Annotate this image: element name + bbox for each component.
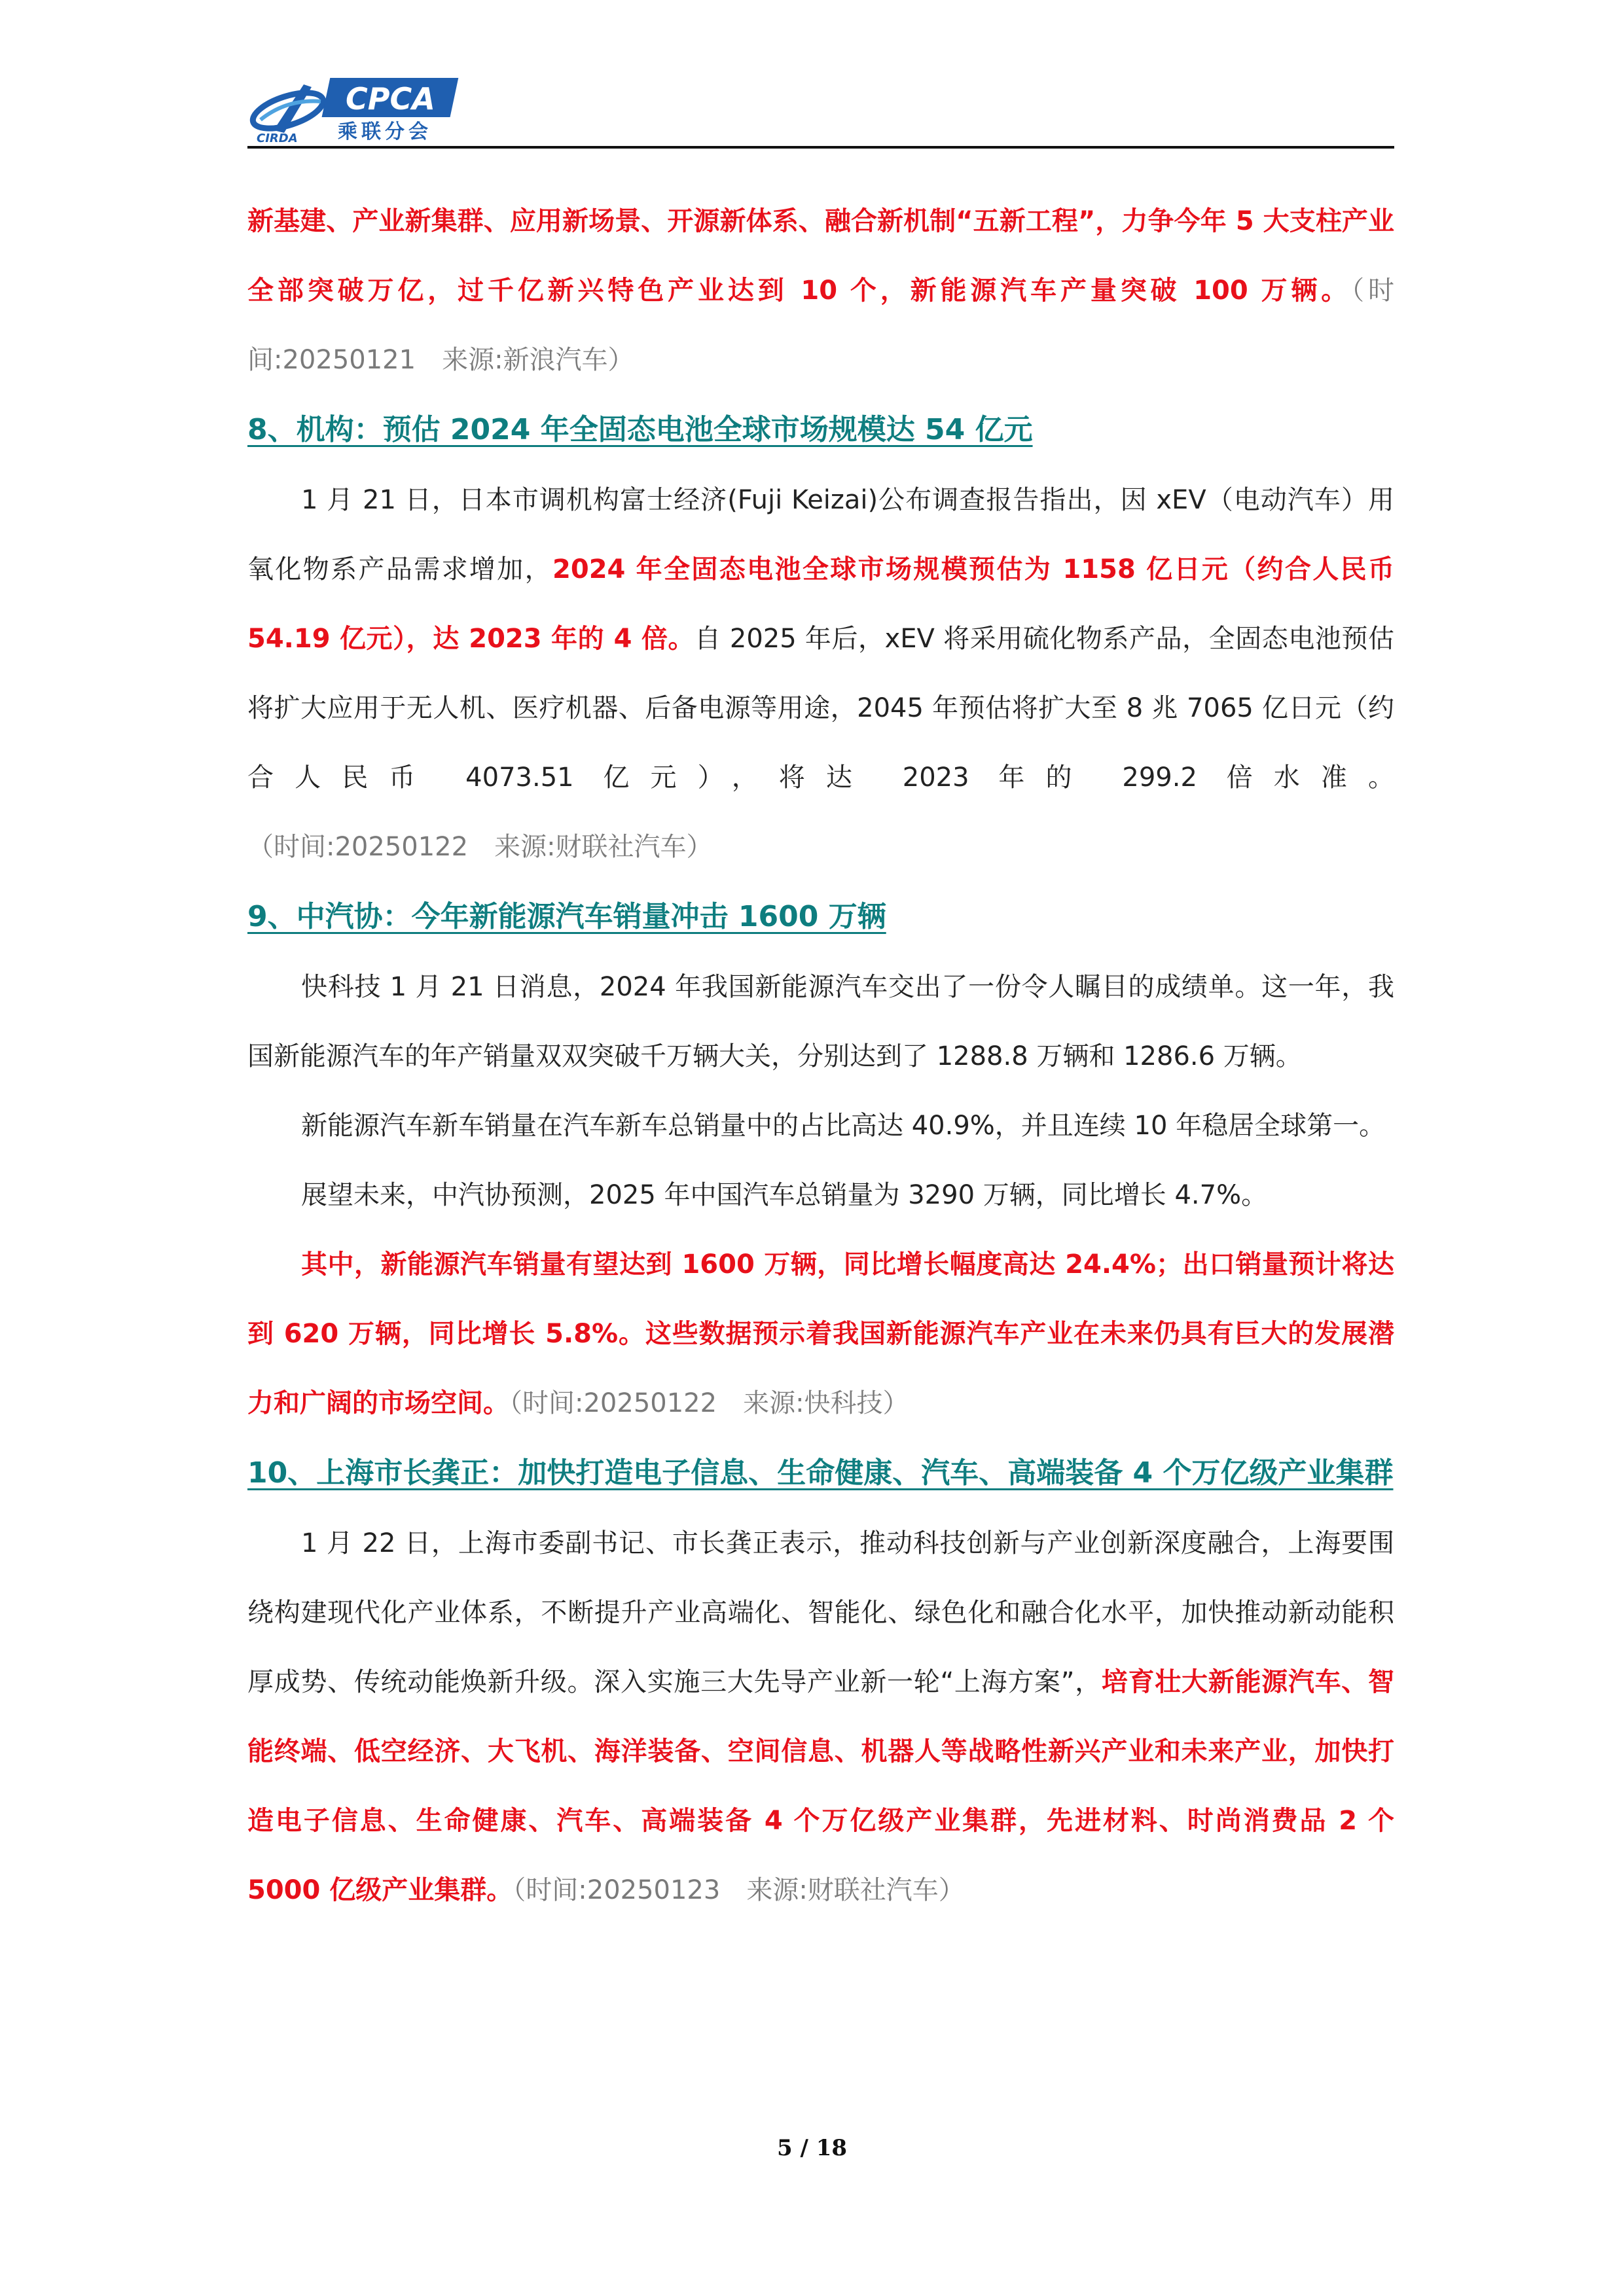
cpca-logo — [247, 73, 483, 145]
section-9-title: 9、中汽协：今年新能源汽车销量冲击 1600 万辆 — [247, 900, 886, 933]
section-8-heading — [247, 395, 1394, 465]
article-body — [247, 187, 1394, 1925]
section-8-source: （时间:20250122 来源:财联社汽车） — [247, 832, 713, 862]
intro-highlight: 新基建、产业新集群、应用新场景、开源新体系、融合新机制“五新工程”，力争今年 5 大支柱产业全部突破万亿，过千亿新兴特色产业达到 10 个，新能源汽车产量突破 100 万辆。 — [247, 206, 1394, 306]
section-9-paragraph-4 — [247, 1230, 1394, 1438]
header-divider — [247, 146, 1394, 149]
section-10-paragraph — [247, 1509, 1394, 1925]
intro-source: （时间:20250121 来源:新浪汽车） — [247, 276, 1394, 375]
section-9-source: （时间:20250122 来源:快科技） — [509, 1388, 909, 1418]
section-8-text-a: 1 月 21 日，日本市调机构富士经济(Fuji Keizai)公布调查报告指出，因 xEV（电动汽车）用氧化物系产品需求增加， — [247, 485, 1394, 584]
page-number: 5 / 18 — [776, 2135, 848, 2161]
section-9-paragraph-2: 新能源汽车新车销量在汽车新车总销量中的占比高达 40.9%，并且连续 10 年稳居全球第一。 — [301, 1111, 1386, 1141]
section-9-paragraph-3: 展望未来，中汽协预测，2025 年中国汽车总销量为 3290 万辆，同比增长 4.7%。 — [301, 1180, 1268, 1210]
section-9-highlight: 其中，新能源汽车销量有望达到 1600 万辆，同比增长幅度高达 24.4%；出口销量预计将达到 620 万辆，同比增长 5.8%。这些数据预示着我国新能源汽车产业在未来仍具有巨大的发展潜力和广阔的市场空间。 — [247, 1249, 1394, 1418]
section-9-heading — [247, 882, 1394, 952]
section-8-highlight: 2024 年全固态电池全球市场规模预估为 1158 亿日元（约合人民币 54.19 亿元），达 2023 年的 4 倍。 — [247, 554, 1395, 654]
logo-cpca-text: CPCA — [346, 81, 435, 117]
intro-paragraph — [247, 187, 1394, 395]
section-10-heading — [247, 1438, 1394, 1509]
page-header — [247, 69, 1394, 147]
section-8-paragraph — [247, 465, 1394, 882]
section-10-text-a: 1 月 22 日，上海市委副书记、市长龚正表示，推动科技创新与产业创新深度融合，上海要围绕构建现代化产业体系，不断提升产业高端化、智能化、绿色化和融合化水平，加快推动新动能积厚成势、传统动能焕新升级。深入实施三大先导产业新一轮“上海方案”， — [247, 1528, 1394, 1697]
section-10-highlight: 培育壮大新能源汽车、智能终端、低空经济、大飞机、海洋装备、空间信息、机器人等战略性新兴产业和未来产业，加快打造电子信息、生命健康、汽车、高端装备 4 个万亿级产业集群，先进材料、时尚消费品 2 个 5000 亿级产业集群。 — [247, 1667, 1394, 1905]
svg-text:CIRDA: CIRDA — [257, 132, 298, 145]
section-8-title: 8、机构：预估 2024 年全固态电池全球市场规模达 54 亿元 — [247, 413, 1033, 446]
logo-subtext: 乘联分会 — [338, 120, 432, 143]
section-10-title: 10、上海市长龚正：加快打造电子信息、生命健康、汽车、高端装备 4 个万亿级产业集群 — [247, 1456, 1394, 1490]
section-9-paragraph-1: 快科技 1 月 21 日消息，2024 年我国新能源汽车交出了一份令人瞩目的成绩单。这一年，我国新能源汽车的年产销量双双突破千万辆大关，分别达到了 1288.8 万辆和 1286.6 万辆。 — [247, 972, 1394, 1071]
section-8-text-b: 自 2025 年后，xEV 将采用硫化物系产品，全固态电池预估将扩大应用于无人机、医疗机器、后备电源等用途，2045 年预估将扩大至 8 兆 7065 亿日元（约合人民币 4073.51 亿元），将达 2023 年的 299.2 倍水准。 — [247, 624, 1395, 793]
section-10-source: （时间:20250123 来源:财联社汽车） — [513, 1875, 965, 1905]
